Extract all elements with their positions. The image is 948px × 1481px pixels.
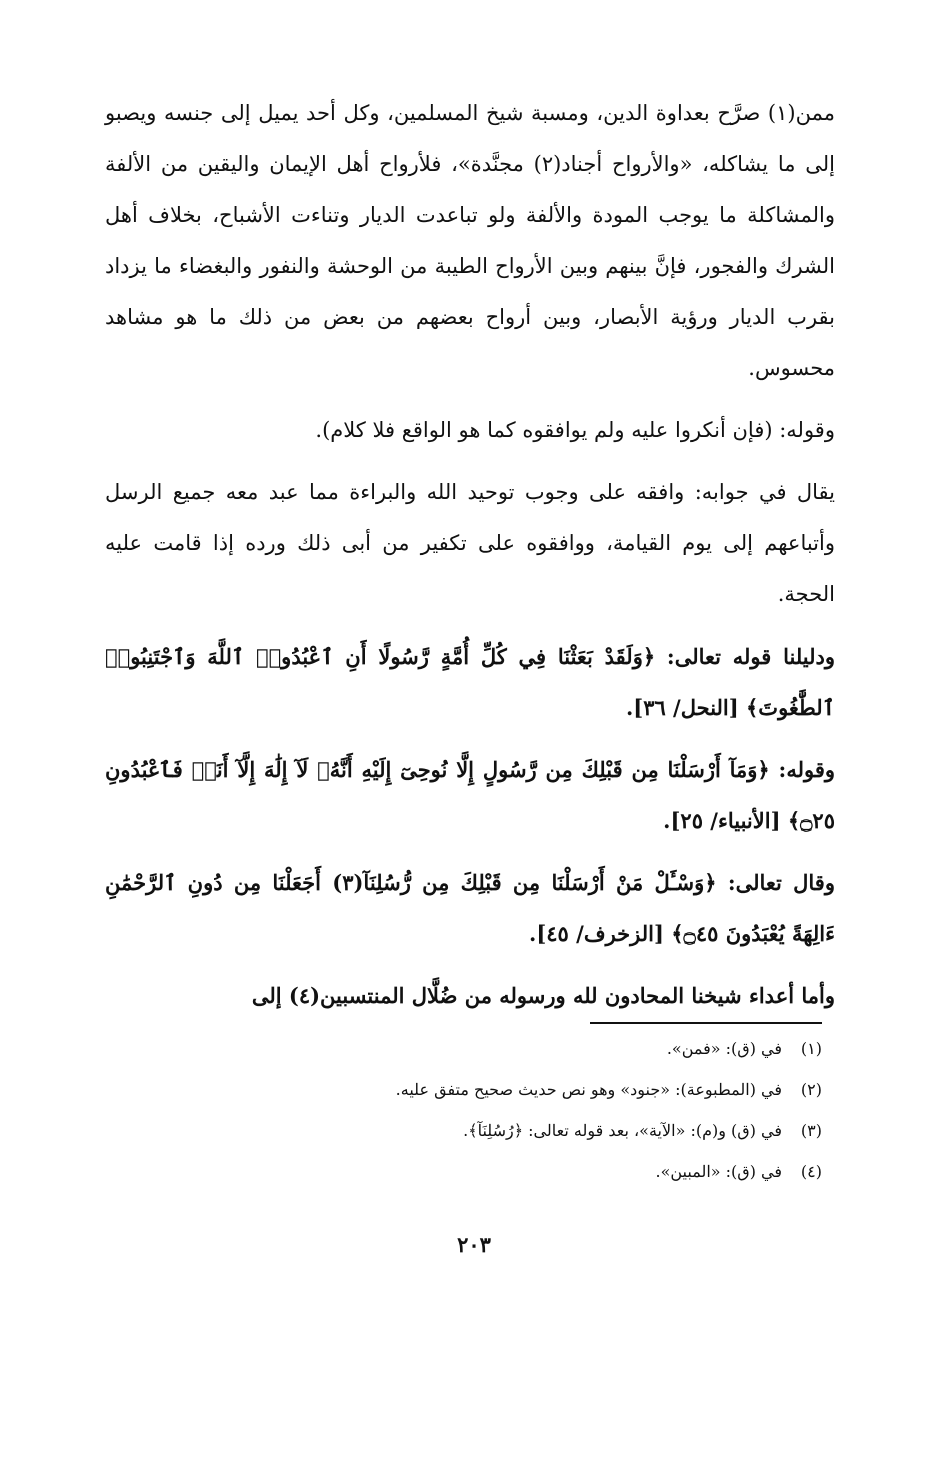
paragraph-3: يقال في جوابه: وافقه على وجوب توحيد الله والبراءة مما عبد معه جميع الرسل وأتباعهم إلى يوم القيامة، ووافقوه على تكفير من أبى ذلك ورده إذا قامت عليه الحجة. xyxy=(105,480,835,606)
footnote-divider xyxy=(590,1022,822,1024)
paragraph-1: ممن(١) صرَّح بعداوة الدين، ومسبة شيخ المسلمين، وكل أحد يميل إلى جنسه ويصبو إلى ما يشاكله، «والأرواح أجناد(٢) مجنَّدة»، فلأرواح أهل الإيمان واليقين من الألفة والمشاكلة ما يوجب المودة والألفة ولو تباعدت الديار وتناءت الأشباح، بخلاف أهل الشرك والفجور، فإنَّ بينهم وبين الأرواح الطيبة من الوحشة والنفور والبغضاء ما يزداد بقرب الديار ورؤية الأبصار، وبين أرواح بعضهم من بعض من ذلك ما هو مشاهد محسوس. xyxy=(105,101,835,380)
footnote-2 xyxy=(105,1079,822,1101)
main-text xyxy=(105,88,835,1032)
footnote-1 xyxy=(105,1038,822,1060)
footnote-text: في (ق) و(م): «الآية»، بعد قوله تعالى: ﴿رُسُلِنَآ﴾. xyxy=(463,1121,782,1140)
paragraph-6: وقال تعالى: ﴿وَسْـَٔلْ مَنْ أَرْسَلْنَا مِن قَبْلِكَ مِن رُّسُلِنَآ(٣) أَجَعَلْنَا مِن دُونِ ٱلرَّحْمَٰنِ ءَالِهَةً يُعْبَدُونَ ۝٤٥﴾ [الزخرف/ ٤٥]. xyxy=(105,870,835,946)
paragraph-4: ودليلنا قوله تعالى: ﴿وَلَقَدْ بَعَثْنَا فِي كُلِّ أُمَّةٍ رَّسُولًا أَنِ ٱعْبُدُوا۟ ٱللَّهَ وَٱجْتَنِبُوا۟ ٱلطَّٰغُوتَ﴾ [النحل/ ٣٦]. xyxy=(105,644,835,720)
footnote-number: (٢) xyxy=(800,1080,822,1099)
footnote-text: في (المطبوعة): «جنود» وهو نص حديث صحيح متفق عليه. xyxy=(395,1080,782,1099)
footnote-text: في (ق): «المبين». xyxy=(655,1162,782,1181)
footnote-number: (١) xyxy=(800,1039,822,1058)
footnote-3 xyxy=(105,1120,822,1142)
footnotes xyxy=(105,1038,822,1202)
paragraph-2: وقوله: (فإن أنكروا عليه ولم يوافقوه كما هو الواقع فلا كلام). xyxy=(315,418,835,442)
footnote-number: (٣) xyxy=(800,1121,822,1140)
paragraph-5: وقوله: ﴿وَمَآ أَرْسَلْنَا مِن قَبْلِكَ مِن رَّسُولٍ إِلَّا نُوحِىٓ إِلَيْهِ أَنَّهُۥ لَآ إِلَٰهَ إِلَّآ أَنَا۠ فَٱعْبُدُونِ ۝٢٥﴾ [الأنبياء/ ٢٥]. xyxy=(105,757,835,833)
paragraph-7: وأما أعداء شيخنا المحادون لله ورسوله من ضُلَّال المنتسبين(٤) إلى xyxy=(251,983,835,1008)
footnote-4 xyxy=(105,1161,822,1183)
footnote-number: (٤) xyxy=(800,1162,822,1181)
footnote-text: في (ق): «فمن». xyxy=(666,1039,782,1058)
page-number: ٢٠٣ xyxy=(457,1232,491,1257)
